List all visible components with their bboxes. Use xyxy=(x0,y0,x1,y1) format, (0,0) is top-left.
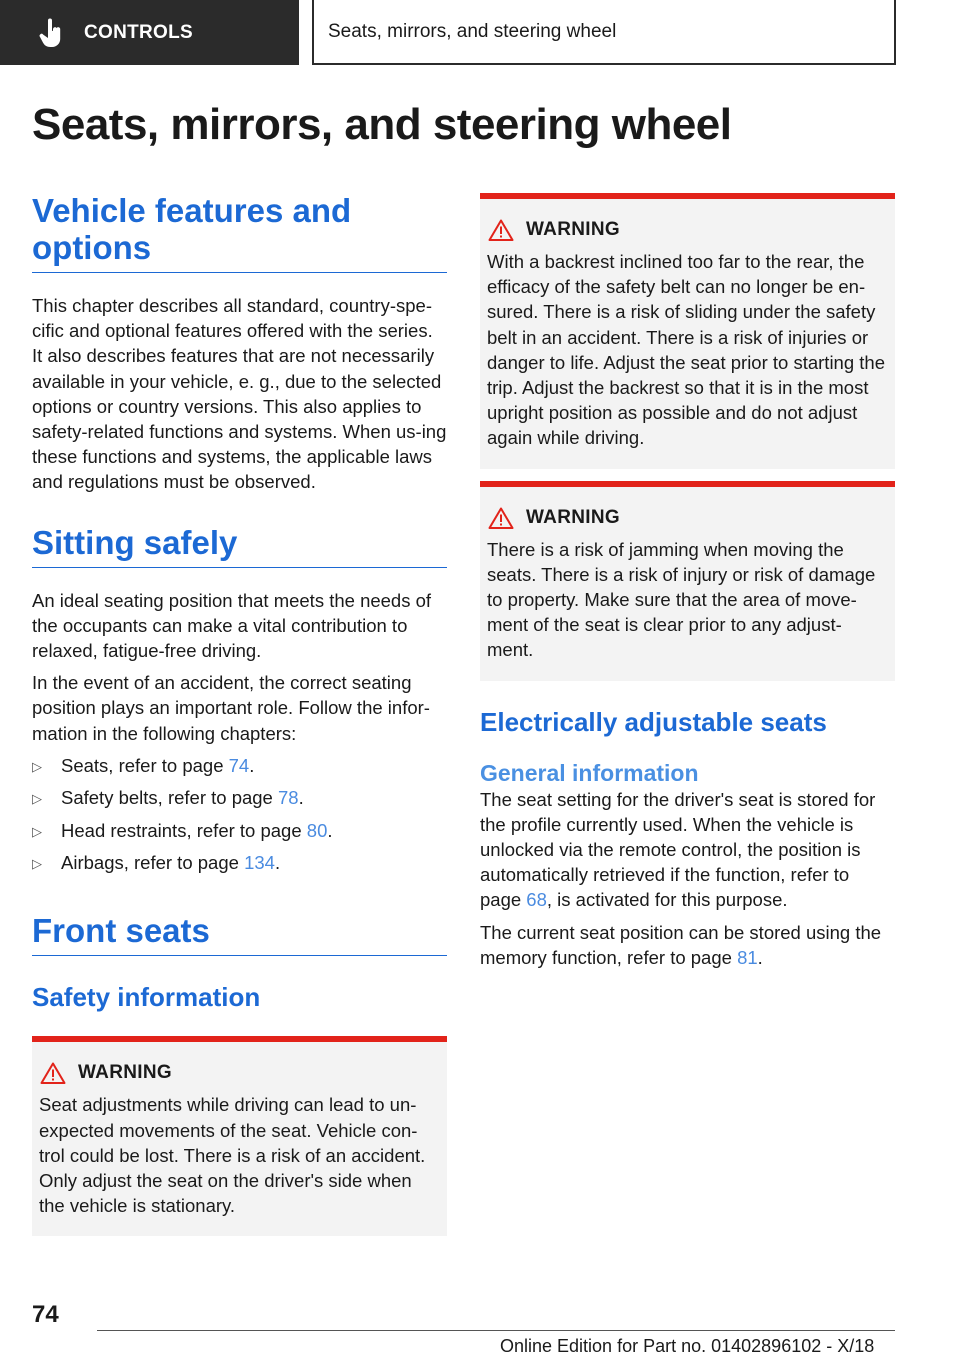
warning-triangle-icon xyxy=(488,507,514,529)
page-link[interactable]: 81 xyxy=(737,946,758,968)
left-column xyxy=(32,192,447,1236)
warning-triangle-icon xyxy=(488,219,514,241)
footer-divider xyxy=(97,1330,895,1331)
warning-label: WARNING xyxy=(526,506,620,528)
page-link[interactable]: 134 xyxy=(244,852,275,874)
heading-safety-information: Safety information xyxy=(32,982,261,1013)
warning-box xyxy=(480,481,895,681)
right-column xyxy=(480,193,895,977)
warning-text: Seat adjustments while driving can lead to un-expected movements of the seat. Vehicle con-trol could be lost. There is a risk of an accident. Only adjust the seat on the driver's side when the vehicle is stationary. xyxy=(39,1094,426,1217)
page-link[interactable]: 80 xyxy=(306,819,328,841)
page-link[interactable]: 68 xyxy=(526,889,547,911)
hand-pointer-icon xyxy=(38,18,64,48)
chapter-reference-list xyxy=(32,753,447,877)
triangle-bullet-icon: ▷ xyxy=(32,856,42,872)
electric-seats-para1: The seat setting for the driver's seat is stored for the profile currently used. When the vehicle is unlocked via the remote control, the position is automatically retrieved if the function, refer to page 68, is activated for this purpose. xyxy=(480,788,876,911)
sitting-safely-para2: In the event of an accident, the correct seating position plays an important role. Follow the infor-mation in the following chapters: xyxy=(32,672,430,744)
list-item: ▷ Safety belts, refer to page 78. xyxy=(32,785,447,811)
list-item-text: Seats, refer to page xyxy=(61,754,229,776)
list-item-text: Head restraints, refer to page xyxy=(61,819,307,841)
vehicle-features-text: This chapter describes all standard, country-spe-cific and optional features offered with the series. It also describes features that are not necessarily available in your vehicle, e. g., due to the selected options or country versions. This also applies to safety-related functions and systems. When us-ing these functions and systems, the applicable laws and regulations must be observed. xyxy=(32,295,447,493)
footer-edition: Online Edition for Part no. 01402896102 - X/18 xyxy=(500,1336,875,1356)
triangle-bullet-icon: ▷ xyxy=(32,758,42,774)
warning-label: WARNING xyxy=(526,219,620,240)
header-section-tab xyxy=(0,0,299,65)
heading-electrically-adjustable-seats: Electrically adjustable seats xyxy=(480,706,827,737)
warning-box xyxy=(480,193,895,469)
list-item-text: Safety belts, refer to page xyxy=(61,787,278,809)
list-item: ▷ Seats, refer to page 74. xyxy=(32,753,447,779)
list-item: ▷ Head restraints, refer to page 80. xyxy=(32,818,447,844)
header-section-label: CONTROLS xyxy=(84,21,194,43)
page-number: 74 xyxy=(32,1301,59,1328)
header-chapter-box xyxy=(312,0,896,65)
warning-text: With a backrest inclined too far to the rear, the efficacy of the safety belt can no longer be en-sured. There is a risk of sliding under the safety belt in an accident. There is a risk of injuries or danger to life. Adjust the seat prior to starting the trip. Adjust the backrest so that it is in the most upright position as possible and do not adjust again while driving. xyxy=(487,251,885,449)
heading-general-information: General information xyxy=(480,759,699,786)
warning-text: There is a risk of jamming when moving the seats. There is a risk of injury or risk of damage to property. Make sure that the area of move-ment of the seat is clear prior to any adjust-ment. xyxy=(487,538,876,661)
page-title: Seats, mirrors, and steering wheel xyxy=(32,100,732,149)
heading-front-seats: Front seats xyxy=(32,912,447,956)
triangle-bullet-icon: ▷ xyxy=(32,791,42,807)
heading-sitting-safely: Sitting safely xyxy=(32,524,447,568)
warning-box xyxy=(32,1036,447,1236)
warning-label: WARNING xyxy=(78,1062,172,1084)
electric-seats-para2: The current seat position can be stored using the memory function, refer to page 81. xyxy=(480,921,882,968)
page-link[interactable]: 74 xyxy=(228,754,250,776)
header-chapter-title: Seats, mirrors, and steering wheel xyxy=(328,20,617,42)
list-item-text: Airbags, refer to page xyxy=(61,852,245,874)
page-link[interactable]: 78 xyxy=(278,787,299,809)
triangle-bullet-icon: ▷ xyxy=(32,823,42,839)
sitting-safely-para1: An ideal seating position that meets the needs of the occupants can make a vital contribution to relaxed, fatigue-free driving. xyxy=(32,589,432,662)
warning-triangle-icon xyxy=(40,1062,66,1084)
heading-vehicle-features: Vehicle features and options xyxy=(32,192,447,273)
list-item: ▷ Airbags, refer to page 134. xyxy=(32,850,447,876)
